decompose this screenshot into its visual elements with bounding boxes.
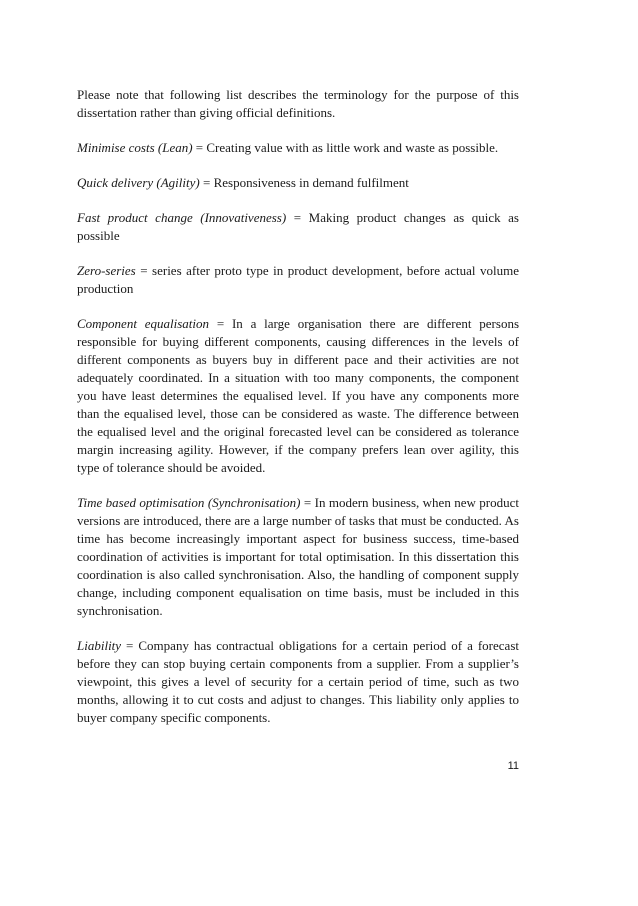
term-label: Quick delivery (Agility)	[77, 175, 200, 190]
definition-zero-series	[77, 262, 519, 298]
term-label: Time based optimisation (Synchronisation)	[77, 495, 301, 510]
page-number: 11	[507, 760, 519, 772]
definition-component-equalisation	[77, 315, 519, 477]
definition-text: = Company has contractual obligations for a certain period of a forecast before they can stop buying certain components from a supplier. From a supplier’s viewpoint, this gives a level of security for a certain period of time, such as two months, allowing it to cut costs and adjust to changes. This liability only applies to buyer company specific components.	[77, 638, 519, 725]
term-label: Zero-series	[77, 263, 136, 278]
term-label: Liability	[77, 638, 122, 653]
definition-text: = Responsiveness in demand fulfilment	[199, 175, 409, 190]
definition-minimise-costs	[77, 139, 519, 157]
definition-fast-product-change	[77, 209, 519, 245]
definition-text: = In modern business, when new product versions are introduced, there are a large number of tasks that must be conducted. As time has become increasingly important aspect for business success, time-based coordination of activities is important for total optimisation. In this dissertation this coordination is also called synchronisation. Also, the handling of component supply change, including component equalisation on time basis, must be included in this synchronisation.	[77, 495, 519, 618]
intro-paragraph: Please note that following list describes the terminology for the purpose of this dissertation rather than giving official definitions.	[77, 87, 519, 120]
definition-text: = In a large organisation there are different persons responsible for buying different components, causing differences in the levels of different components as buyers buy in different pace and their activities are not adequately coordinated. In a situation with too many components, the component you have least determines the equalised level. If you have any components more than the equalised level, those can be considered as waste. The difference between the equalised level and the original forecasted level can be considered as tolerance margin increasing agility. However, if the company prefers lean over agility, this type of tolerance should be avoided.	[77, 316, 520, 475]
definition-text: = series after proto type in product development, before actual volume production	[77, 263, 519, 296]
definition-liability	[77, 637, 519, 727]
terminology-text	[77, 86, 519, 744]
term-label: Minimise costs (Lean)	[77, 140, 193, 155]
definition-text: = Making product changes as quick as possible	[77, 210, 519, 243]
definition-quick-delivery	[77, 174, 519, 192]
definition-time-based-optimisation	[77, 494, 519, 620]
term-label: Fast product change (Innovativeness)	[77, 210, 287, 225]
term-label: Component equalisation	[77, 316, 210, 331]
definition-text: = Creating value with as little work and waste as possible.	[192, 140, 499, 155]
